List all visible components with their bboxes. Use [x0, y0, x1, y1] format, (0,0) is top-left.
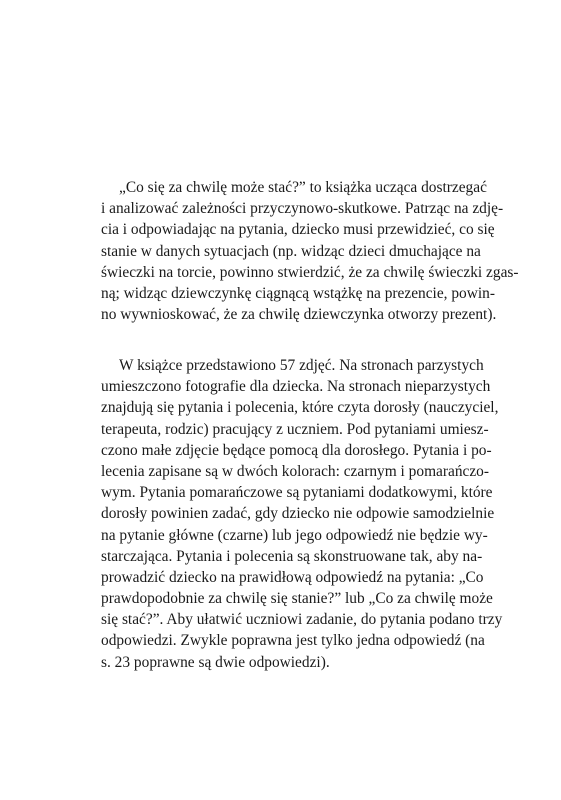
- text-line: lecenia zapisane są w dwóch kolorach: czarnym i pomarańczo-: [101, 462, 490, 480]
- text-line: czono małe zdjęcie będące pomocą dla dorosłego. Pytania i po-: [101, 441, 492, 459]
- text-line: wym. Pytania pomarańczowe są pytaniami dodatkowymi, które: [101, 484, 493, 502]
- text-line: „Co się za chwilę może stać?” to książka ucząca dostrzegać: [119, 179, 487, 196]
- text-line: umieszczono fotografie dla dziecka. Na stronach nieparzystych: [101, 378, 491, 396]
- text-line: prowadzić dziecko na prawidłową odpowiedź na pytania: „Co: [101, 568, 484, 586]
- paragraph-intro: [101, 177, 519, 325]
- text-line: cia i odpowiadając na pytania, dziecko musi przewidzieć, co się: [101, 221, 495, 239]
- text-line: starczająca. Pytania i polecenia są skonstruowane tak, aby na-: [101, 547, 483, 565]
- text-line: odpowiedzi. Zwykle poprawna jest tylko jedna odpowiedź (na: [101, 632, 485, 650]
- paragraph-description: [101, 355, 503, 673]
- text-line: stanie w danych sytuacjach (np. widząc dzieci dmuchające na: [101, 242, 481, 260]
- text-line: prawdopodobnie za chwilę się stanie?” lub „Co za chwilę może: [101, 590, 493, 608]
- text-line: dorosły powinien zadać, gdy dziecko nie odpowie samodzielnie: [101, 505, 495, 523]
- text-line: ną; widząc dziewczynkę ciągnącą wstążkę na prezencie, powin-: [101, 284, 495, 302]
- text-line: i analizować zależności przyczynowo-skutkowe. Patrząc na zdję-: [101, 200, 504, 218]
- text-line: s. 23 poprawne są dwie odpowiedzi).: [101, 653, 330, 671]
- text-line: się stać?”. Aby ułatwić uczniowi zadanie, do pytania podano trzy: [101, 611, 503, 629]
- text-line: terapeuta, rodzic) pracujący z uczniem. Pod pytaniami umiesz-: [101, 420, 489, 438]
- text-line: znajdują się pytania i polecenia, które czyta dorosły (nauczyciel,: [101, 399, 499, 417]
- text-line: no wywnioskować, że za chwilę dziewczynka otworzy prezent).: [101, 306, 497, 324]
- text-line: na pytanie główne (czarne) lub jego odpowiedź nie będzie wy-: [101, 526, 488, 544]
- text-line: W książce przedstawiono 57 zdjęć. Na stronach parzystych: [119, 357, 484, 374]
- text-line: świeczki na torcie, powinno stwierdzić, że za chwilę świeczki zgas-: [101, 263, 519, 281]
